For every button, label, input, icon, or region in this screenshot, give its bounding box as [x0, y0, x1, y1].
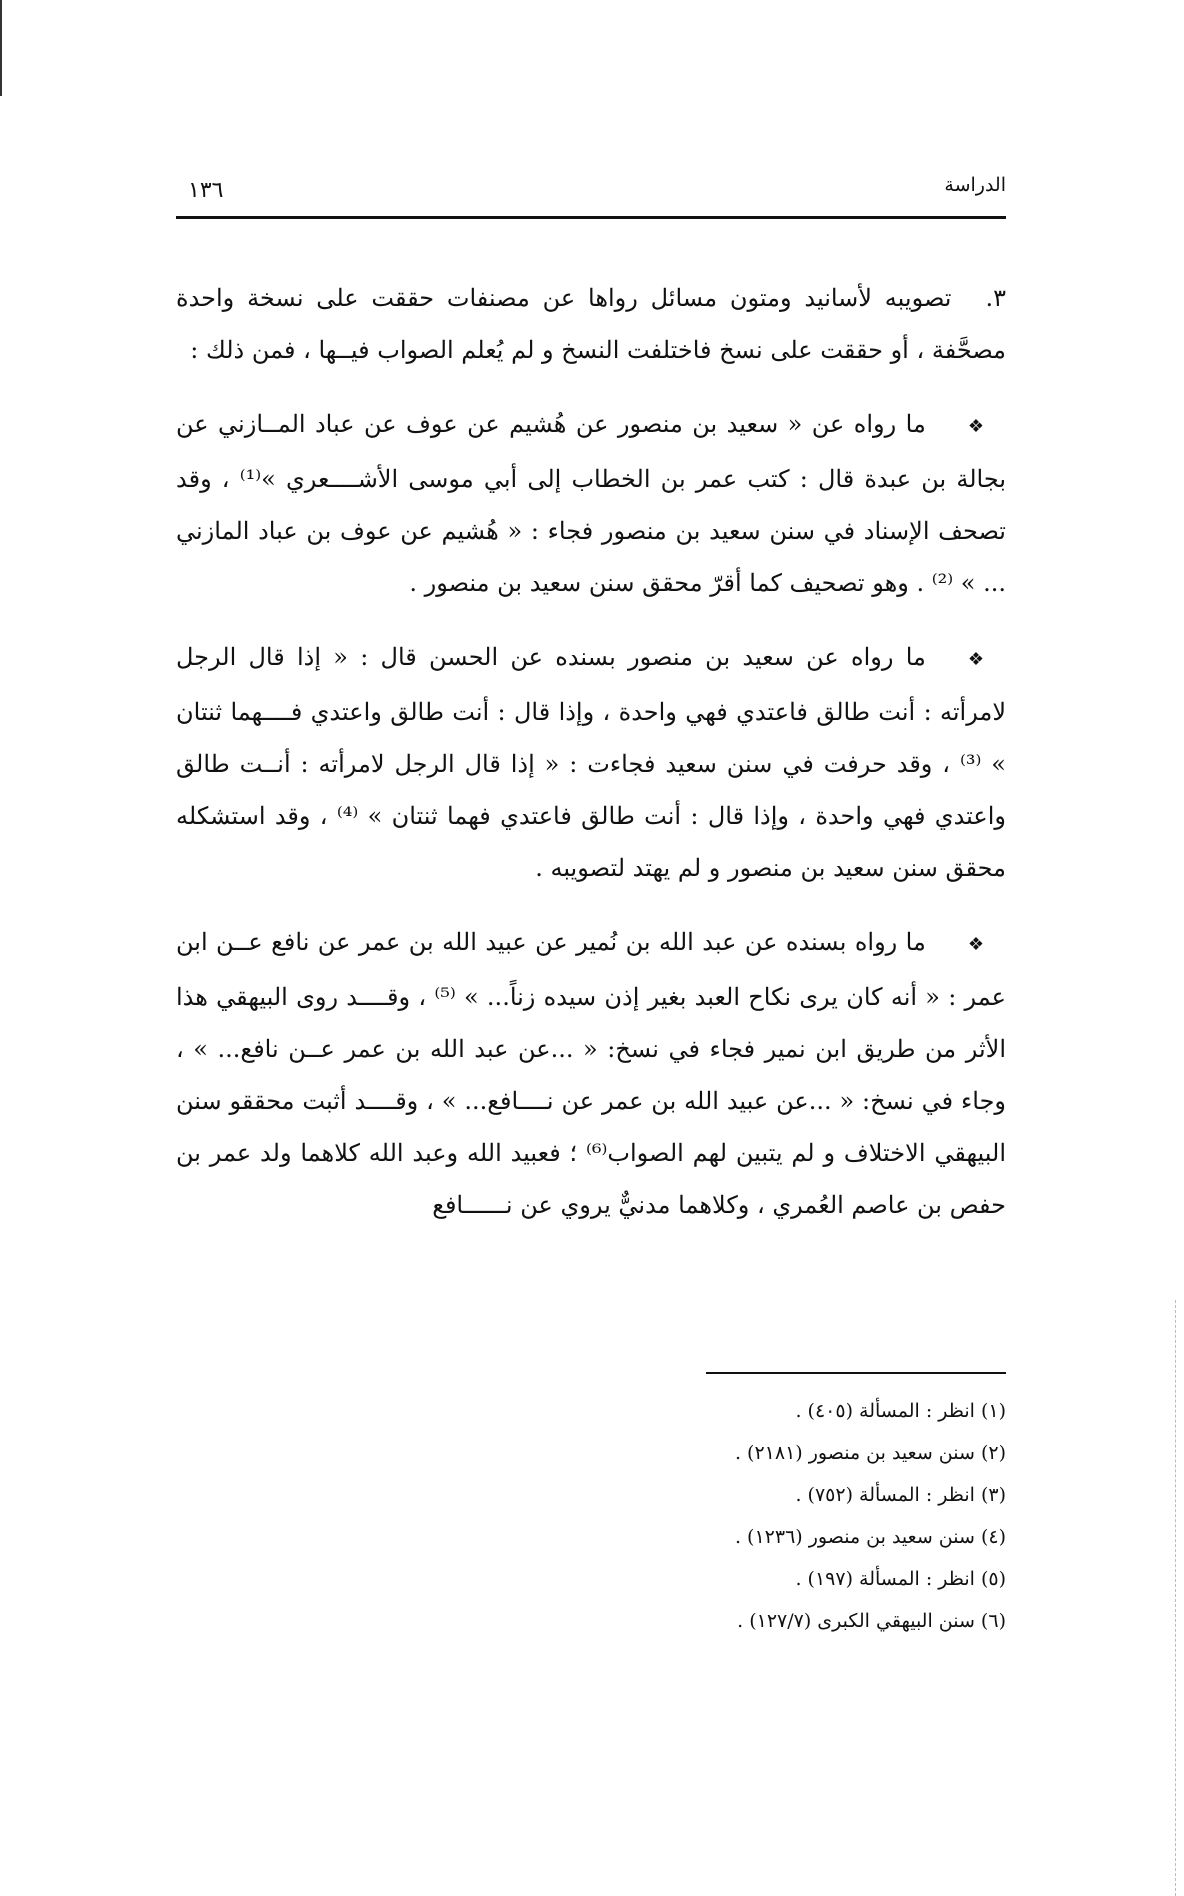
paragraph-text: ما رواه بسنده عن عبد الله بن نُمير عن عبيد الله بن عمر عن نافع عــن ابن عمر : « أنه كان يرى نكاح العبد بغير إذن سيده زناً... » ⁽⁵⁾ ، وقــــد روى البيهقي هذا الأثر من طريق ابن نمير فجاء في نسخ: « ...عن عبد الله بن عمر عــن نافع... » ، وجاء في نسخ: « ...عن عبيد الله بن عمر عن نــــافع... » ، وقــــد أثبت محققو سنن البيهقي الاختلاف و لم يتبين لهم الصواب⁽⁶⁾ ؛ فعبيد الله وعبد الله كلاهما ولد عمر بن حفص بن عاصم العُمري ، وكلاهما مدنيٌّ يروي عن نــــــافع: [176, 928, 1006, 1219]
footnote-3: (٣) انظر : المسألة (٧٥٢) .: [795, 1484, 1006, 1506]
paragraph-intro: [176, 272, 1006, 376]
footnote-5: (٥) انظر : المسألة (١٩٧) .: [795, 1568, 1006, 1590]
page-number: ١٣٦: [188, 178, 224, 203]
footnotes: [176, 1390, 1006, 1642]
footnote-1: (١) انظر : المسألة (٤٠٥) .: [795, 1400, 1006, 1422]
footnote-separator: [706, 1372, 1006, 1374]
paragraph-text: ما رواه عن سعيد بن منصور بسنده عن الحسن قال : « إذا قال الرجل لامرأته : أنت طالق فاعتدي فهي واحدة ، وإذا قال : أنت طالق واعتدي فــــهما ثنتان » ⁽³⁾ ، وقد حرفت في سنن سعيد فجاءت : « إذا قال الرجل لامرأته : أنــت طالق واعتدي فهي واحدة ، وإذا قال : أنت طالق فاعتدي فهما ثنتان » ⁽⁴⁾ ، وقد استشكله محقق سنن سعيد بن منصور و لم يهتد لتصويبه .: [176, 643, 1007, 882]
bullet-icon: ❖: [967, 649, 984, 670]
paragraph-number: ٣.: [985, 284, 1006, 312]
paragraph-item-3: [176, 916, 1006, 1231]
section-title: الدراسة: [944, 174, 1006, 196]
footnote-2: (٢) سنن سعيد بن منصور (٢١٨١) .: [734, 1442, 1006, 1464]
paragraph-text: ما رواه عن « سعيد بن منصور عن هُشيم عن عوف عن عباد المــازني عن بجالة بن عبدة قال : كتب عمر بن الخطاب إلى أبي موسى الأشــــعري »⁽¹⁾ ، وقد تصحف الإسناد في سنن سعيد بن منصور فجاء : « هُشيم عن عوف بن عباد المازني ... » ⁽²⁾ . وهو تصحيف كما أقرّ محقق سنن سعيد بن منصور .: [176, 410, 1007, 597]
paragraph-text: تصويبه لأسانيد ومتون مسائل رواها عن مصنفات حققت على نسخة واحدة مصحَّفة ، أو حققت على نسخ فاختلفت النسخ و لم يُعلم الصواب فيــها ، فمن ذلك :: [176, 284, 1006, 364]
paragraph-item-1: [176, 398, 1006, 609]
scan-edge-mark: [0, 0, 2, 96]
paragraph-item-2: [176, 631, 1006, 894]
footnote-4: (٤) سنن سعيد بن منصور (١٢٣٦) .: [734, 1526, 1006, 1548]
running-header: [176, 172, 1006, 219]
bullet-icon: ❖: [967, 416, 984, 437]
main-text: [176, 272, 1006, 1253]
bullet-icon: ❖: [967, 934, 984, 955]
scan-edge-mark-right: [1175, 1300, 1178, 1896]
footnote-6: (٦) سنن البيهقي الكبرى (١٢٧/٧) .: [737, 1610, 1006, 1632]
